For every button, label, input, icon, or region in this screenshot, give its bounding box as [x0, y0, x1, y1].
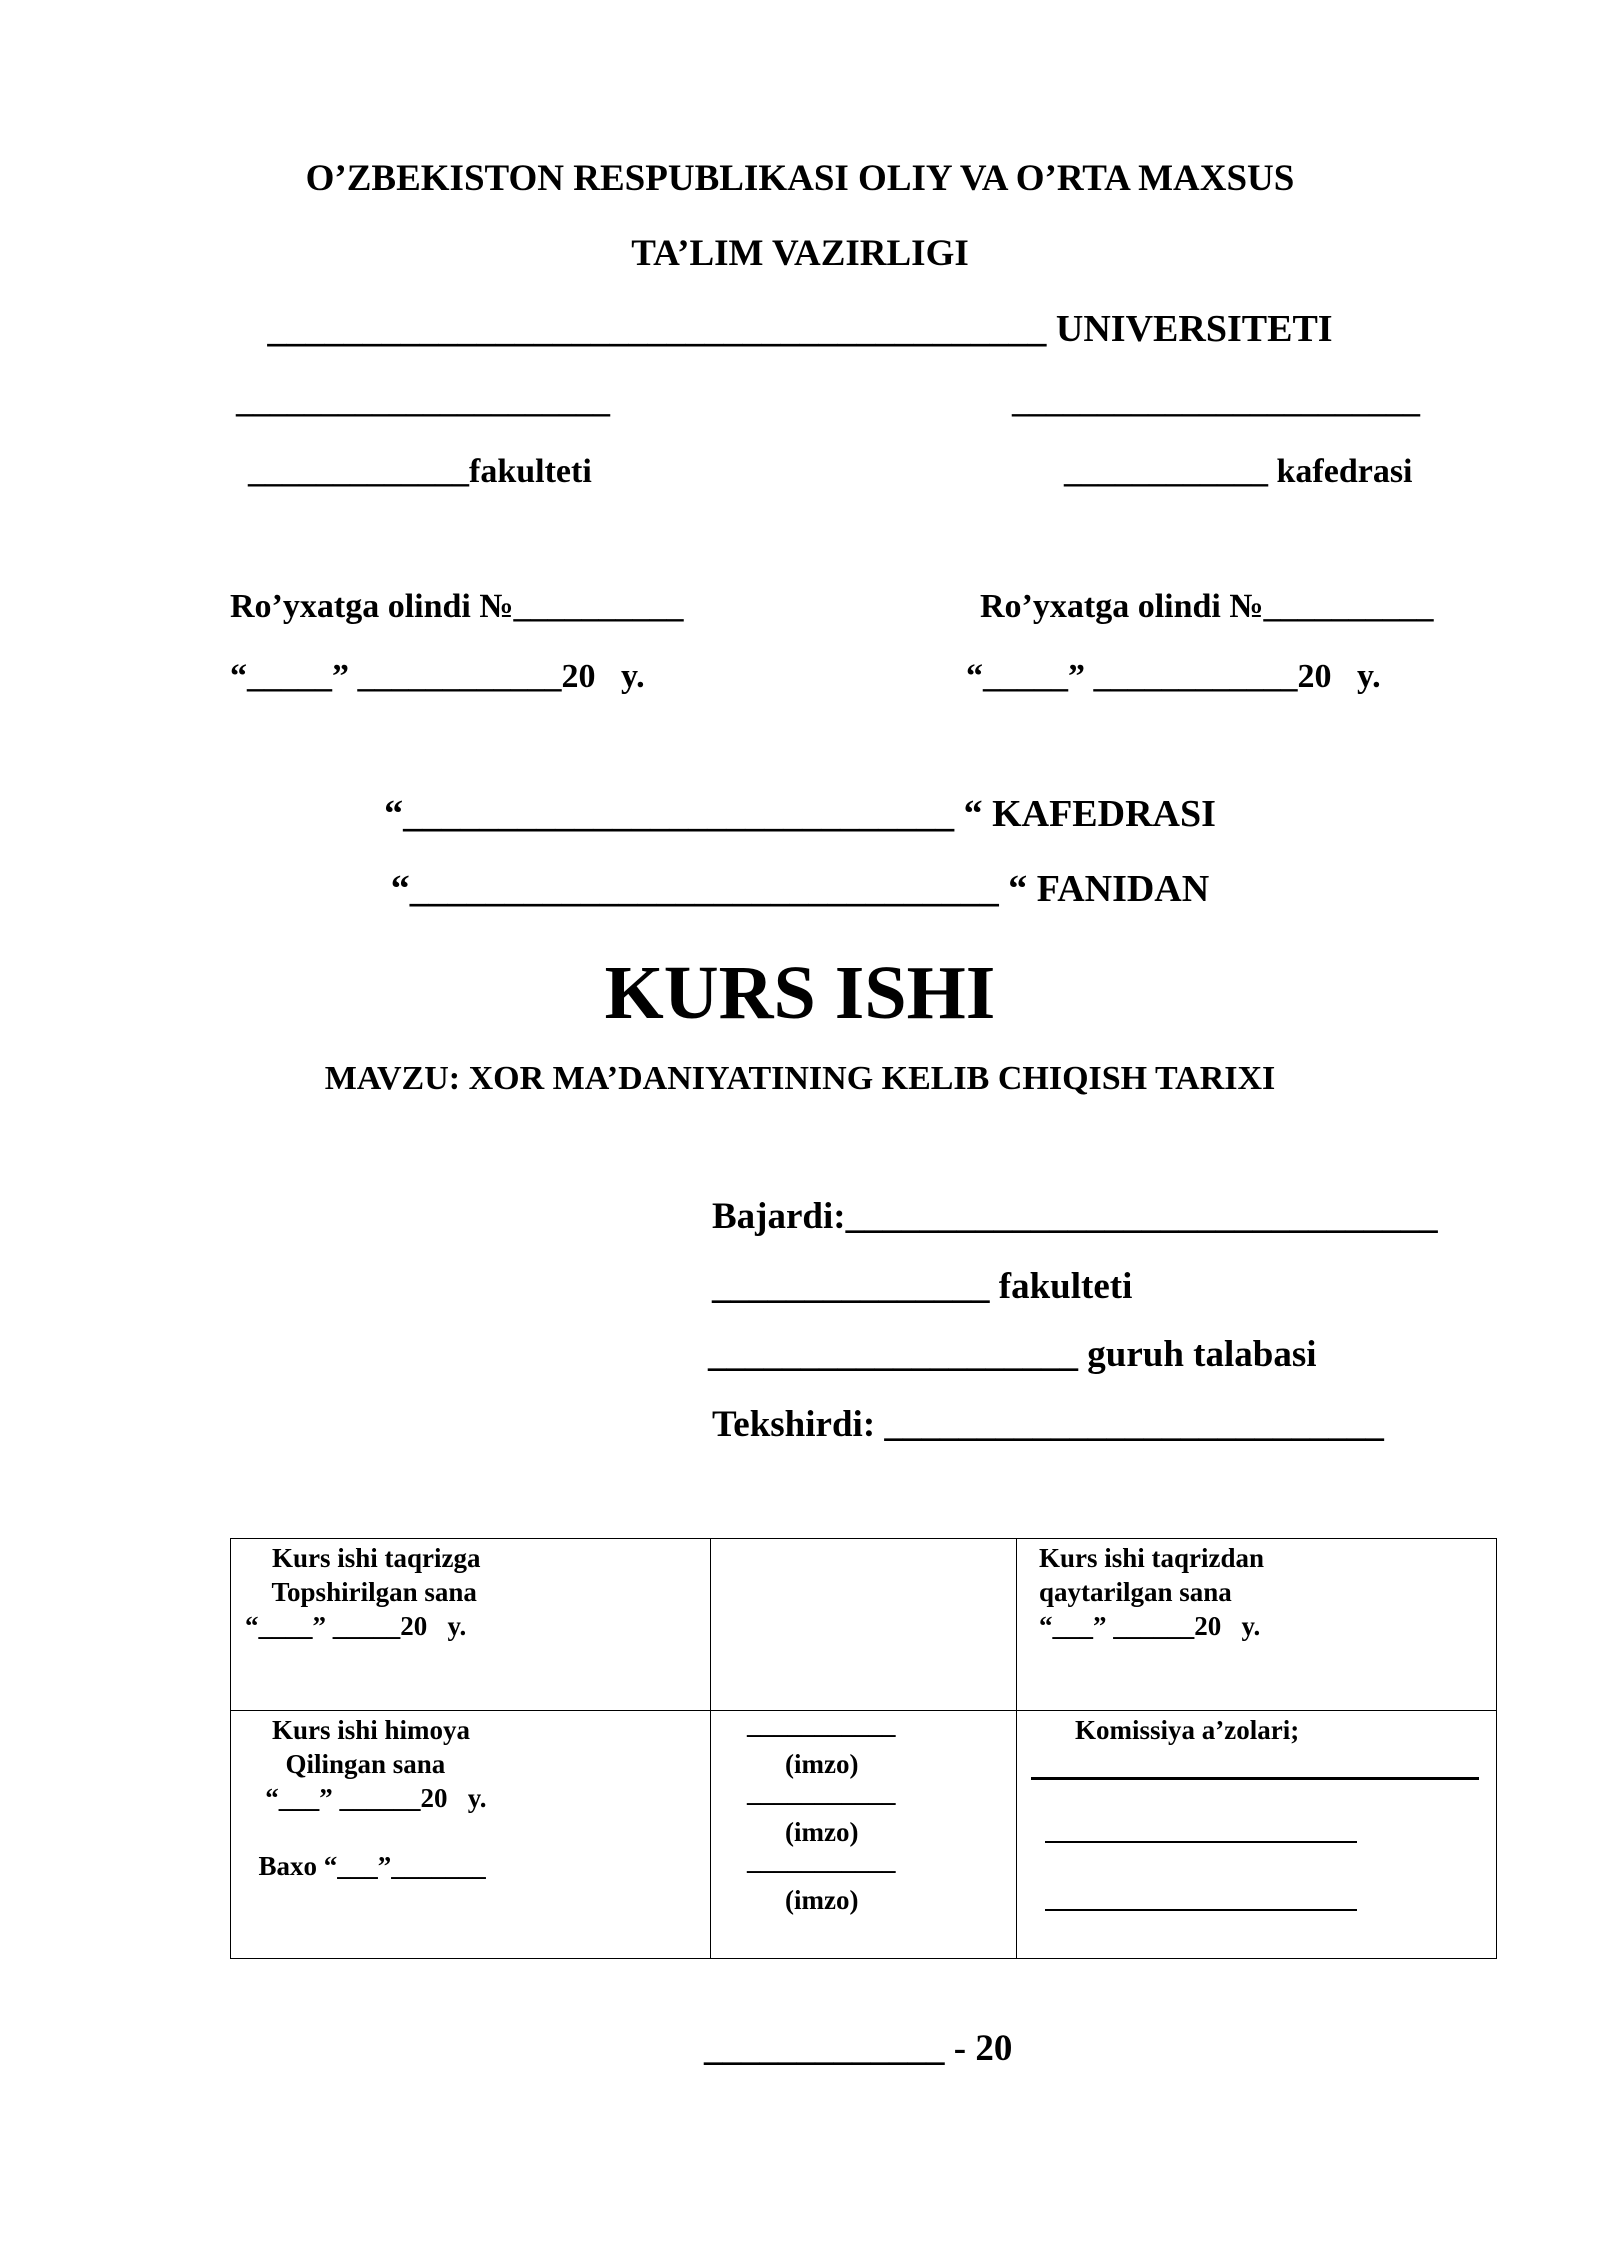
signature-label-3: (imzo) [785, 1885, 859, 1915]
commission-line-3 [1045, 1909, 1357, 1911]
commission-line-2 [1045, 1841, 1357, 1843]
signature-label-1: (imzo) [785, 1749, 859, 1779]
topic-line: MAVZU: XOR MA’DANIYATINING KELIB CHIQISH TARIXI [324, 1060, 1276, 1097]
grade-line: Baxo “___”_______ [245, 1851, 486, 1881]
returned-line-1: Kurs ishi taqrizdan [1039, 1543, 1265, 1573]
signature-label-2: (imzo) [785, 1817, 859, 1847]
ministry-line-1: O’ZBEKISTON RESPUBLIKASI OLIY VA O’RTA MAXSUS [305, 158, 1295, 199]
left-registered: Ro’yxatga olindi №__________ [230, 588, 684, 625]
submitted-cell [231, 1539, 711, 1711]
submitted-line-1: Kurs ishi taqrizga [245, 1543, 481, 1573]
returned-cell [1017, 1539, 1497, 1711]
defended-line-1: Kurs ishi himoya [245, 1715, 471, 1745]
submitted-line-2: Topshirilgan sana [245, 1577, 477, 1607]
table-row [231, 1711, 1497, 1959]
commission-line-1 [1031, 1777, 1479, 1780]
left-faculty: _____________fakulteti [248, 453, 592, 490]
signature-blank-1: ___________ [747, 1709, 896, 1739]
left-date: “_____” ____________20 y. [230, 658, 645, 695]
defended-cell [231, 1711, 711, 1959]
university-line: _________________________________________ UNIVERSITETI [267, 308, 1333, 350]
footer-year: _____________ - 20 [704, 2028, 1013, 2069]
group-line: ____________________ guruh talabasi [708, 1334, 1317, 1375]
tekshirdi-line: Tekshirdi: ___________________________ [712, 1404, 1384, 1445]
signature-blank-3: ___________ [747, 1845, 896, 1875]
left-blank-line: ______________________ [236, 383, 610, 420]
right-date: “_____” ____________20 y. [966, 658, 1381, 695]
submitted-date: “____” _____20 y. [245, 1611, 467, 1641]
kafedrasi-line: “_____________________________ “ KAFEDRASI [384, 793, 1216, 835]
signature-blank-2: ___________ [747, 1777, 896, 1807]
defended-line-2: Qilingan sana [245, 1749, 446, 1779]
commission-title: Komissiya a’zolari; [1075, 1715, 1300, 1745]
bajardi-line: Bajardi:________________________________ [712, 1196, 1438, 1237]
empty-cell [711, 1539, 1017, 1711]
ministry-line-2: TA’LIM VAZIRLIGI [631, 233, 969, 274]
returned-date: “___” ______20 y. [1039, 1611, 1261, 1641]
document-title: KURS ISHI [604, 951, 996, 1035]
fanidan-line: “_______________________________ “ FANIDAN [390, 868, 1210, 910]
faculty-line: _______________ fakulteti [712, 1266, 1133, 1307]
defended-date: “___” ______20 y. [245, 1783, 487, 1813]
review-table [230, 1538, 1497, 1959]
returned-line-2: qaytarilgan sana [1039, 1577, 1232, 1607]
commission-cell [1017, 1711, 1497, 1959]
right-department: ____________ kafedrasi [1064, 453, 1413, 490]
right-blank-line: ________________________ [1012, 383, 1420, 420]
table-row [231, 1539, 1497, 1711]
right-registered: Ro’yxatga olindi №__________ [980, 588, 1434, 625]
signature-cell [711, 1711, 1017, 1959]
